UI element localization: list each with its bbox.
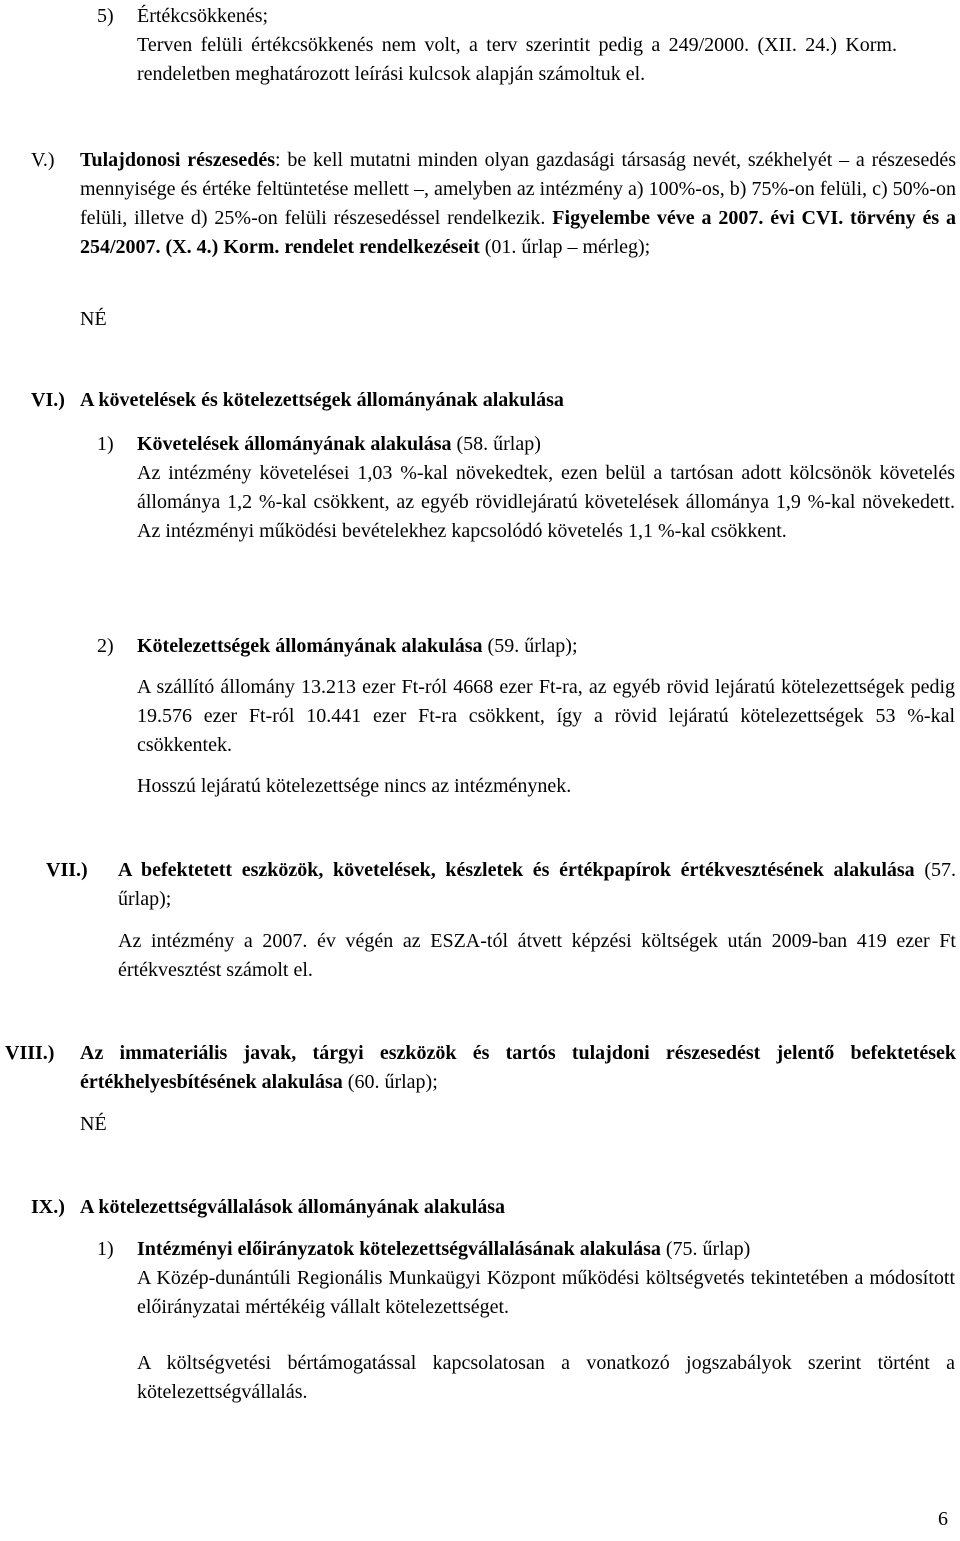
section-vi-2-text2: Hosszú lejáratú kötelezettsége nincs az intézménynek. [137,775,572,797]
section-viii-number: VIII.) [5,1042,55,1064]
section-5-text: Terven felüli értékcsökkenés nem volt, a terv szerintit pedig a 249/2000. (XII. 24.) Korm. rendeletben meghatározott leírási kulcsok alapján számoltuk el. [137,34,897,85]
section-vi-title: A követelések és kötelezettségek állományának alakulása [80,389,564,411]
section-vi-1-heading [137,430,957,459]
section-viii-answer: NÉ [80,1113,107,1135]
section-v-answer: NÉ [80,308,107,330]
section-vi-2-heading [137,632,957,661]
section-vii-number: VII.) [46,859,88,881]
section-5-title: Értékcsökkenés; [137,5,269,27]
section-ix-1-ref: (75. űrlap) [660,1238,751,1260]
section-ix-number: IX.) [31,1196,65,1218]
section-ix-title: A kötelezettségvállalások állományának alakulása [80,1196,506,1218]
section-viii-ref: (60. űrlap); [342,1071,438,1093]
section-vi-1-number: 1) [97,433,114,455]
section-vii-title: A befektetett eszközök, követelések, készletek és értékpapírok értékvesztésének alakulása [118,859,915,881]
section-ix-1-title: Intézményi előirányzatok kötelezettségvállalásának alakulása [137,1238,661,1260]
section-v-bold: Figyelembe véve a 2007. évi CVI. törvény és a 254/2007. (X. 4.) Korm. rendelet rendelkezéseit [80,207,956,258]
section-5-number: 5) [97,5,114,27]
section-vi-1-title: Követelések állományának alakulása [137,433,452,455]
section-ix-1-heading [137,1235,957,1264]
section-vi-number: VI.) [31,389,65,411]
section-vi-2-text: A szállító állomány 13.213 ezer Ft-ról 4668 ezer Ft-ra, az egyéb rövid lejáratú kötelezettségek pedig 19.576 ezer Ft-ról 10.441 ezer Ft-ra csökkent, így a rövid lejáratú kötelezettségek 53 %-kal csökkentek. [137,676,955,756]
section-vi-2-ref: (59. űrlap); [482,635,578,657]
section-v-ref: (01. űrlap – mérleg); [479,236,651,258]
page-number: 6 [938,1508,948,1530]
section-vi-1-ref: (58. űrlap) [451,433,541,455]
section-viii-title: Az immateriális javak, tárgyi eszközök és tartós tulajdoni részesedést jelentő befektetések értékhelyesbítésének alakulása [80,1042,956,1093]
section-v-text [80,146,956,262]
section-v-title: Tulajdonosi részesedés [80,149,275,171]
section-v-number: V.) [31,149,55,171]
section-vii-heading [118,856,956,914]
section-ix-1-text2: A költségvetési bértámogatással kapcsolatosan a vonatkozó jogszabályok szerint történt a kötelezettségvállalás. [137,1352,955,1403]
section-vi-2-title: Kötelezettségek állományának alakulása [137,635,483,657]
section-v-body: : be kell mutatni minden olyan gazdasági társaság nevét, székhelyét – a részesedés mennyisége és értéke feltüntetése mellett –, amelyben az intézmény a) 100%-os, b) 75%-on felüli, c) 50%-on felüli, illetve d) 25%-on felüli részesedéssel rendelkezik. [80,149,956,229]
section-vi-2-number: 2) [97,635,114,657]
section-vii-text: Az intézmény a 2007. év végén az ESZA-tól átvett képzési költségek után 2009-ban 419 ezer Ft értékvesztést számolt el. [118,930,956,981]
section-vii-ref: (57. űrlap); [118,859,956,910]
section-ix-1-text: A Közép-dunántúli Regionális Munkaügyi Központ működési költségvetés tekintetében a módosított előirányzatai mértékéig vállalt kötelezettséget. [137,1267,955,1318]
section-viii-heading [80,1039,956,1097]
section-ix-1-number: 1) [97,1238,114,1260]
section-vi-1-text: Az intézmény követelései 1,03 %-kal növekedtek, ezen belül a tartósan adott kölcsönök követelés állománya 1,2 %-kal csökkent, az egyéb rövidlejáratú követelések állománya 1,9 %-kal növekedett. Az intézményi működési bevételekhez kapcsolódó követelés 1,1 %-kal csökkent. [137,462,955,542]
